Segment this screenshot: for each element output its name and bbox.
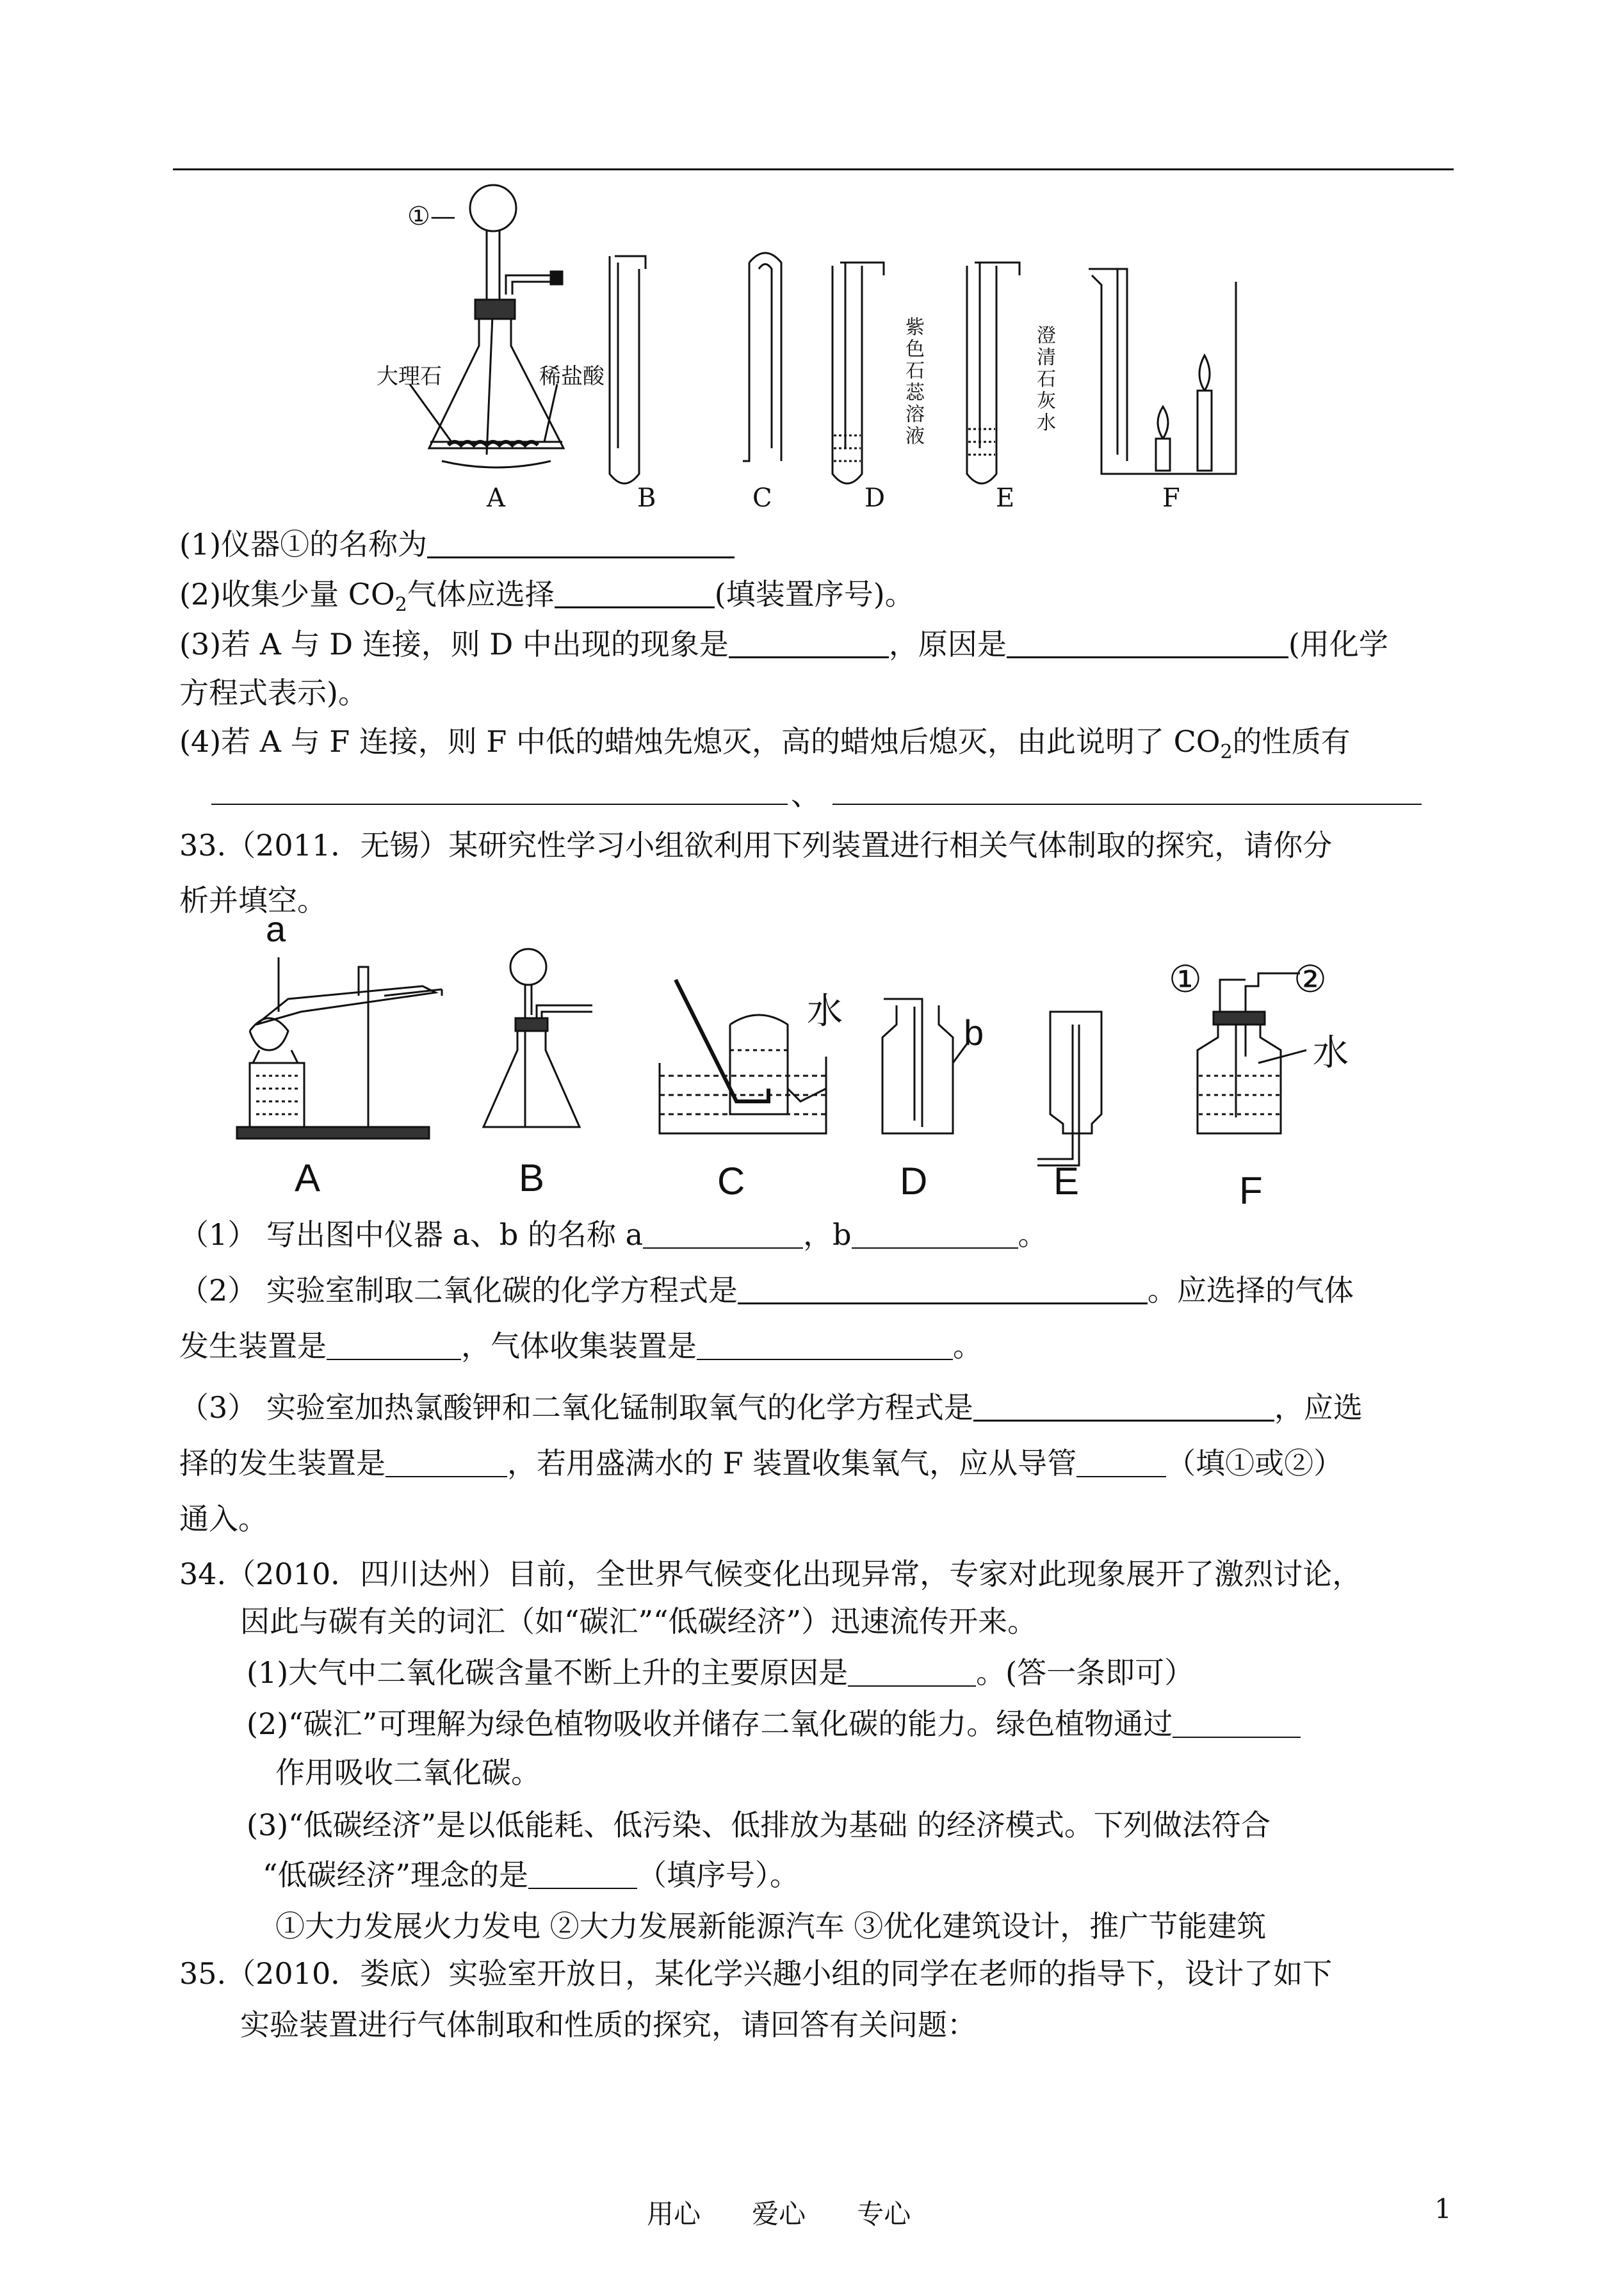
fig2-letter-f: F xyxy=(1239,1169,1263,1212)
page-number: 1 xyxy=(1434,2193,1452,2225)
fig2-port-1: ① xyxy=(1169,959,1202,1000)
fig1-letter-e: E xyxy=(996,483,1015,513)
q33-part2-cont: 发生装置是 ，气体收集装置是 。 xyxy=(179,1329,982,1363)
q33-blank-gen-o2[interactable] xyxy=(386,1447,507,1477)
fig1-letter-a: A xyxy=(487,483,505,513)
q32-part2: (2)收集少量 $CO_2$气体应选择 (填装置序号)。 xyxy=(179,577,914,617)
label-acid: 稀盐酸 xyxy=(539,364,605,389)
fig2-label-a: a xyxy=(266,909,286,949)
label-marble: 大理石 xyxy=(377,364,442,389)
q33-part3: （3） 实验室加热氯酸钾和二氧化锰制取氧气的化学方程式是 ，应选 xyxy=(179,1390,1363,1425)
fig2-label-water-f: 水 xyxy=(1313,1032,1349,1073)
q34-blank-2[interactable] xyxy=(1173,1707,1301,1738)
q33-part2: （2） 实验室制取二氧化碳的化学方程式是 。应选择的气体 xyxy=(179,1273,1354,1308)
fig2-label-water-c: 水 xyxy=(807,991,843,1031)
q32-answer-line: 、 xyxy=(211,772,1466,810)
fig1-letter-c: C xyxy=(752,483,772,513)
q34-part3-cont: “低碳经济”理念的是 （填序号）。 xyxy=(263,1858,800,1892)
q34-part2-cont: 作用吸收二氧化碳。 xyxy=(275,1755,540,1790)
fig2-letter-d: D xyxy=(900,1160,928,1203)
fig1-letter-d: D xyxy=(865,483,886,513)
q35-intro-2: 实验装置进行气体制取和性质的探究，请回答有关问题： xyxy=(240,2007,977,2042)
q33-blank-collect[interactable] xyxy=(697,1329,953,1360)
q33-part3-cont: 择的发生装置是 ，若用盛满水的 F 装置收集氧气，应从导管 （填①或②） xyxy=(179,1446,1344,1480)
q33-blank-co2-eq[interactable] xyxy=(738,1273,1148,1304)
q34-blank-3[interactable] xyxy=(528,1858,637,1889)
label-limewater: 澄清石灰水 xyxy=(1037,325,1056,434)
q34-intro-1: 34.（2010．四川达州）目前，全世界气候变化出现异常，专家对此现象展开了激烈讨论， xyxy=(179,1557,1362,1591)
fig2-label-b: b xyxy=(964,1012,984,1053)
footer-motto: 用心 爱心 专心 xyxy=(647,2198,911,2230)
q32-part3-cont: 方程式表示)。 xyxy=(179,676,368,710)
q34-intro-2: 因此与碳有关的词汇（如“碳汇”“低碳经济”）迅速流传开来。 xyxy=(240,1604,1037,1639)
label-litmus: 紫色石蕊溶液 xyxy=(905,316,925,448)
fig1-letter-b: B xyxy=(637,483,656,513)
q33-part1: （1） 写出图中仪器 a、b 的名称 a ，b 。 xyxy=(179,1217,1048,1252)
q34-part1: (1)大气中二氧化碳含量不断上升的主要原因是 。(答一条即可） xyxy=(247,1655,1194,1690)
q32-part3: (3)若 A 与 D 连接，则 D 中出现的现象是 ，原因是 (用化学 xyxy=(179,627,1388,661)
q34-part3: (3)“低碳经济”是以低能耗、低污染、低排放为基础 的经济模式。下列做法符合 xyxy=(247,1808,1271,1842)
fig2-port-2: ② xyxy=(1294,959,1327,1000)
fig2-letter-e: E xyxy=(1053,1160,1080,1203)
q33-blank-b[interactable] xyxy=(852,1218,1018,1249)
fig2-letter-a: A xyxy=(295,1156,321,1199)
fig2-letter-c: C xyxy=(717,1160,745,1203)
q32-part4: (4)若 A 与 F 连接，则 F 中低的蜡烛先熄灭，高的蜡烛后熄灭，由此说明了 $CO_2$的性质有 xyxy=(179,724,1351,764)
q32-part1: (1)仪器①的名称为 xyxy=(179,525,735,564)
fig2-letter-b: B xyxy=(519,1156,545,1199)
q33-blank-o2-eq[interactable] xyxy=(973,1390,1274,1422)
q34-blank-1[interactable] xyxy=(848,1656,976,1687)
q35-intro-1: 35.（2010．娄底）实验室开放日，某化学兴趣小组的同学在老师的指导下，设计了如下 xyxy=(179,1956,1333,1991)
q33-intro-2: 析并填空。 xyxy=(179,883,327,918)
instrument-marker: ①— xyxy=(407,202,456,231)
q33-blank-gen[interactable] xyxy=(327,1329,461,1360)
q33-blank-a[interactable] xyxy=(643,1218,803,1249)
q34-options: ①大力发展火力发电 ②大力发展新能源汽车 ③优化建筑设计，推广节能建筑 xyxy=(275,1909,1267,1943)
q33-blank-port[interactable] xyxy=(1076,1447,1166,1477)
fig1-letter-f: F xyxy=(1162,483,1180,513)
q34-part2: (2)“碳汇”可理解为绿色植物吸收并储存二氧化碳的能力。绿色植物通过 xyxy=(247,1705,1301,1743)
q33-part3-end: 通入。 xyxy=(179,1502,268,1536)
q33-intro-1: 33.（2011．无锡）某研究性学习小组欲利用下列装置进行相关气体制取的探究，请你分 xyxy=(179,828,1333,863)
